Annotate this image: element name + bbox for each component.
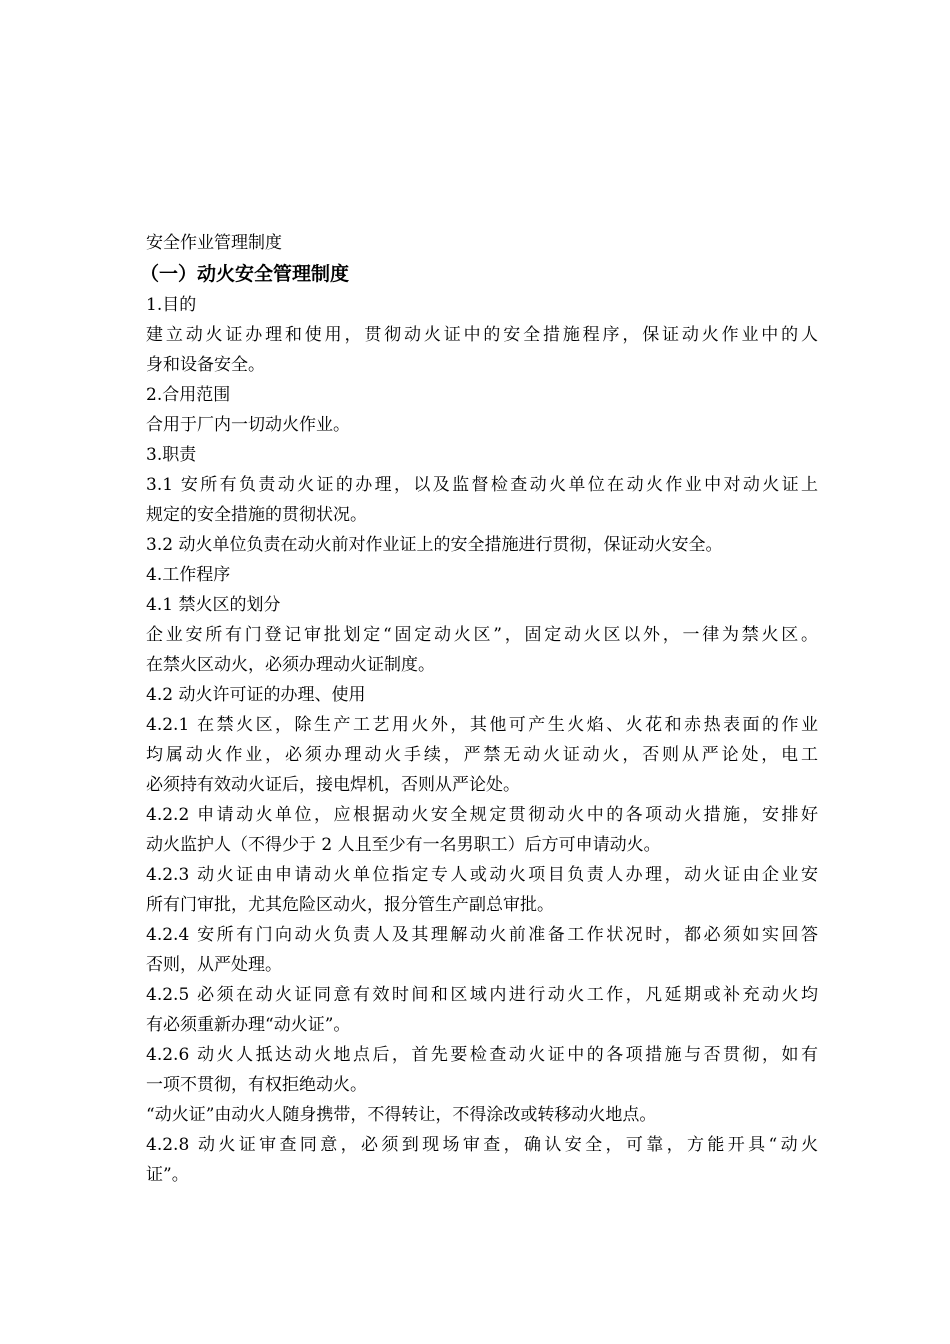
paragraph-line: 4.2.8 动火证审查同意，必须到现场审查，确认安全，可靠，方能开具“动火 <box>146 1135 818 1155</box>
paragraph-line: 均属动火作业，必须办理动火手续，严禁无动火证动火，否则从严论处，电工 <box>146 745 818 765</box>
paragraph-line: 建立动火证办理和使用，贯彻动火证中的安全措施程序，保证动火作业中的人 <box>146 325 818 345</box>
paragraph-line: 4.2.3 动火证由申请动火单位指定专人或动火项目负责人办理，动火证由企业安 <box>146 865 818 885</box>
paragraph-line: 规定的安全措施的贯彻状况。 <box>146 505 367 525</box>
document-body <box>140 228 818 1190</box>
paragraph-line: 有必须重新办理“动火证”。 <box>146 1015 351 1035</box>
paragraph-line: 4.2.6 动火人抵达动火地点后，首先要检查动火证中的各项措施与否贯彻，如有 <box>146 1045 818 1065</box>
paragraph-line: “动火证”由动火人随身携带，不得转让，不得涂改或转移动火地点。 <box>146 1105 657 1125</box>
paragraph-line: 4.2.4 安所有门向动火负责人及其理解动火前准备工作状况时，都必须如实回答 <box>146 925 818 945</box>
paragraph-line: 证”。 <box>146 1165 189 1185</box>
paragraph-line: 合用于厂内一切动火作业。 <box>146 415 350 435</box>
paragraph-line: 必须持有效动火证后，接电焊机，否则从严论处。 <box>146 775 520 795</box>
paragraph-line: 否则，从严处理。 <box>146 955 282 975</box>
document-title: 安全作业管理制度 <box>146 233 282 253</box>
paragraph-line: 所有门审批，尤其危险区动火，报分管生产副总审批。 <box>146 895 554 915</box>
subsection-heading: 4.1 禁火区的划分 <box>146 595 281 615</box>
paragraph-line: 4.2.5 必须在动火证同意有效时间和区域内进行动火工作，凡延期或补充动火均 <box>146 985 818 1005</box>
section-duties-heading: 3.职责 <box>146 445 197 465</box>
paragraph-line: 3.1 安所有负责动火证的办理，以及监督检查动火单位在动火作业中对动火证上 <box>146 475 818 495</box>
paragraph-line: 身和设备安全。 <box>146 355 265 375</box>
section-scope-heading: 2.合用范围 <box>146 385 231 405</box>
paragraph-line: 动火监护人（不得少于 2 人且至少有一名男职工）后方可申请动火。 <box>146 835 661 855</box>
paragraph-line: 一项不贯彻，有权拒绝动火。 <box>146 1075 367 1095</box>
section-heading: （一）动火安全管理制度 <box>140 263 350 285</box>
paragraph-line: 企业安所有门登记审批划定“固定动火区”，固定动火区以外，一律为禁火区。 <box>146 625 818 645</box>
section-purpose-heading: 1.目的 <box>146 295 197 315</box>
paragraph-line: 4.2.2 申请动火单位，应根据动火安全规定贯彻动火中的各项动火措施，安排好 <box>146 805 818 825</box>
subsection-heading: 4.2 动火许可证的办理、使用 <box>146 685 366 705</box>
section-procedure-heading: 4.工作程序 <box>146 565 231 585</box>
paragraph-line: 3.2 动火单位负责在动火前对作业证上的安全措施进行贯彻，保证动火安全。 <box>146 535 723 555</box>
paragraph-line: 4.2.1 在禁火区，除生产工艺用火外，其他可产生火焰、火花和赤热表面的作业 <box>146 715 818 735</box>
paragraph-line: 在禁火区动火，必须办理动火证制度。 <box>146 655 435 675</box>
